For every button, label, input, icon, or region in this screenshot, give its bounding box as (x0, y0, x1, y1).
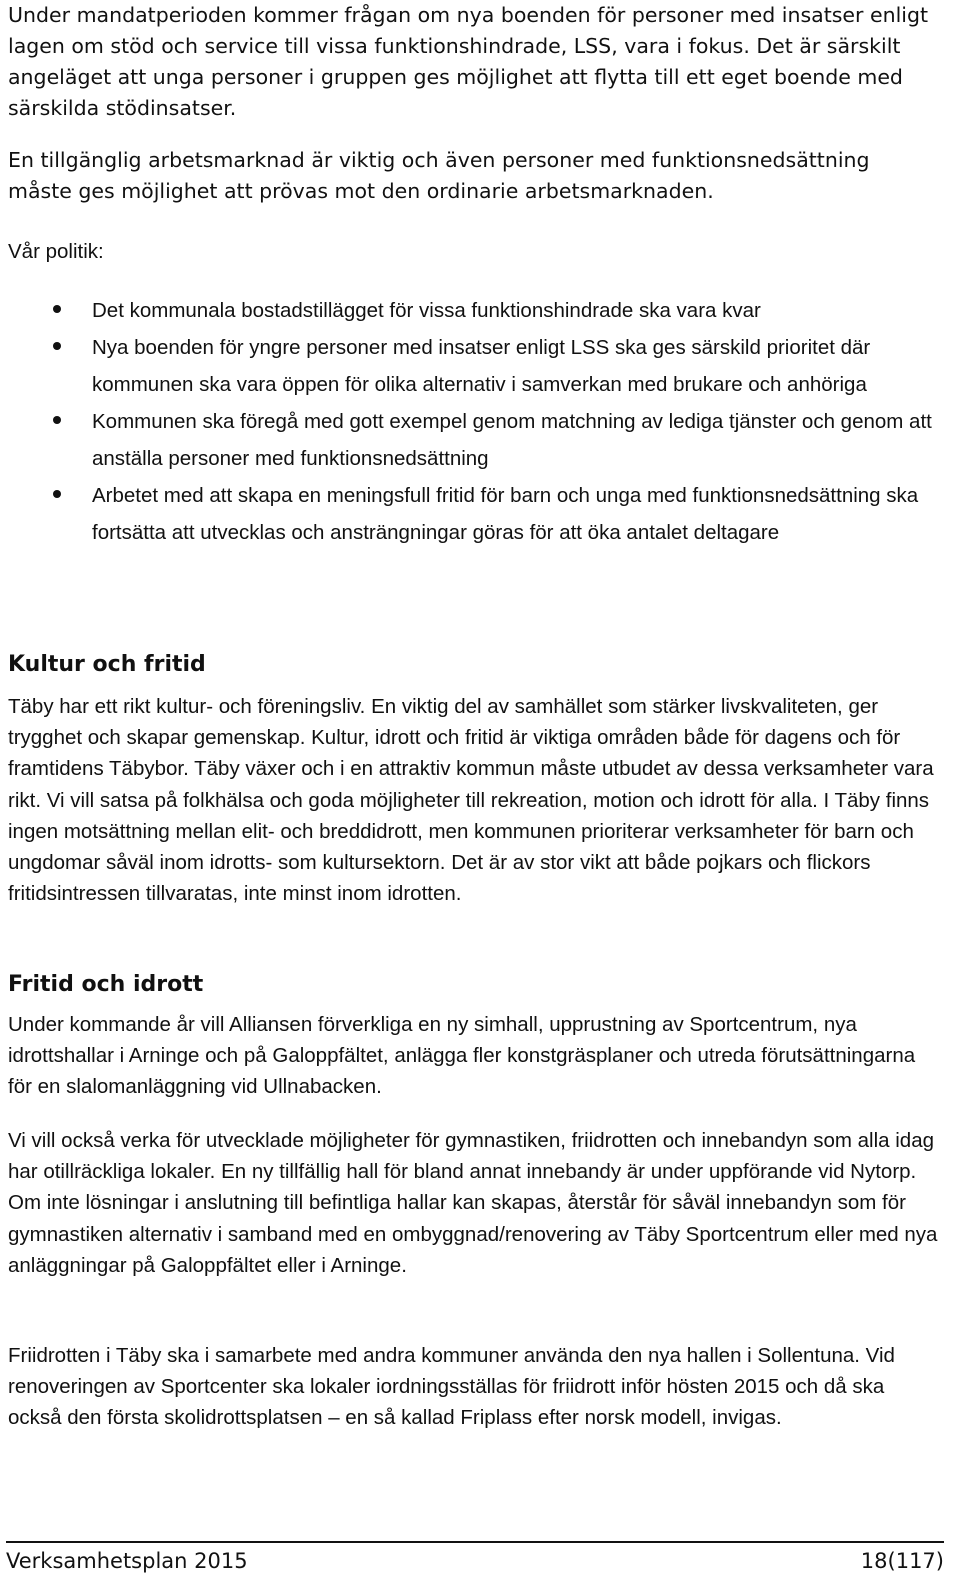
policy-label: Vår politik: (8, 240, 104, 263)
bullet-icon (53, 416, 61, 424)
policy-item (8, 403, 943, 477)
fritid-paragraph-3: Friidrotten i Täby ska i samarbete med andra kommuner använda den nya hallen i Sollentuna. Vid renoveringen av Sportcenter ska lokaler iordningsställas för friidrott inför hösten 2015 och då ska också den första skolidrottsplatsen – en så kallad Friplass efter norsk modell, invigas. (8, 1344, 895, 1430)
kultur-paragraph: Täby har ett rikt kultur- och föreningsliv. En viktig del av samhället som stärker livskvaliteten, ger trygghet och skapar gemenskap. Kultur, idrott och fritid är viktiga områden både för dagens och för framtidens Täbybor. Täby växer och i en attraktiv kommun måste utbudet av dessa verksamheter vara rikt. Vi vill satsa på folkhälsa och goda möjligheter till rekreation, motion och idrott för alla. I Täby finns ingen motsättning mellan elit- och breddidrott, men kommunen prioriterar verksamheter för barn och ungdomar såväl inom idrotts- som kultursektorn. Det är av stor vikt att både pojkars och flickors fritidsintressen tillvaratas, inte minst inom idrotten. (8, 695, 934, 906)
lss-paragraph: Under mandatperioden kommer frågan om nya boenden för personer med insatser enligt lagen om stöd och service till vissa funktionshindrade, LSS, vara i fokus. Det är särskilt angeläget att unga personer i gruppen ges möjlighet att flytta till ett eget boende med särskilda stödinsatser. (8, 3, 929, 120)
section-heading-fritid: Fritid och idrott (8, 972, 204, 997)
policy-item (8, 329, 943, 403)
footer-document-title: Verksamhetsplan 2015 (6, 1549, 248, 1573)
bullet-icon (53, 305, 61, 313)
policy-item (8, 292, 943, 329)
policy-item (8, 477, 943, 551)
section-heading-kultur: Kultur och fritid (8, 652, 206, 677)
fritid-paragraph-1: Under kommande år vill Alliansen förverkliga en ny simhall, upprustning av Sportcentrum, nya idrottshallar i Arninge och på Galoppfältet, anlägga fler konstgräsplaner och utreda förutsättningarna för en slalomanläggning vid Ullnabacken. (8, 1013, 916, 1099)
labor-market-paragraph: En tillgänglig arbetsmarknad är viktig och även personer med funktionsnedsättning måste ges möjlighet att prövas mot den ordinarie arbetsmarknaden. (8, 148, 870, 203)
policy-item-text: Det kommunala bostadstillägget för vissa funktionshindrade ska vara kvar (92, 299, 761, 322)
bullet-icon (53, 490, 61, 498)
policy-item-text: Nya boenden för yngre personer med insatser enligt LSS ska ges särskild prioritet där kommunen ska vara öppen för olika alternativ i samverkan med brukare och anhöriga (92, 336, 871, 396)
footer-divider (6, 1541, 944, 1543)
policy-item-text: Arbetet med att skapa en meningsfull fritid för barn och unga med funktionsnedsättning ska fortsätta att utvecklas och ansträngningar göras för att öka antalet deltagare (92, 484, 919, 544)
policy-item-text: Kommunen ska föregå med gott exempel genom matchning av lediga tjänster och genom att anställa personer med funktionsnedsättning (92, 410, 932, 470)
bullet-icon (53, 342, 61, 350)
fritid-paragraph-2: Vi vill också verka för utvecklade möjligheter för gymnastiken, friidrotten och innebandyn som alla idag har otillräckliga lokaler. En ny tillfällig hall för bland annat innebandy är under uppförande vid Nytorp. Om inte lösningar i anslutning till befintliga hallar kan skapas, återstår för såväl innebandyn som för gymnastiken alternativ i samband med en ombyggnad/renovering av Täby Sportcentrum eller med nya anläggningar på Galoppfältet eller i Arninge. (8, 1129, 938, 1277)
policy-list (8, 292, 943, 551)
footer-page-number: 18(117) (860, 1549, 944, 1573)
page-footer (6, 1544, 944, 1578)
